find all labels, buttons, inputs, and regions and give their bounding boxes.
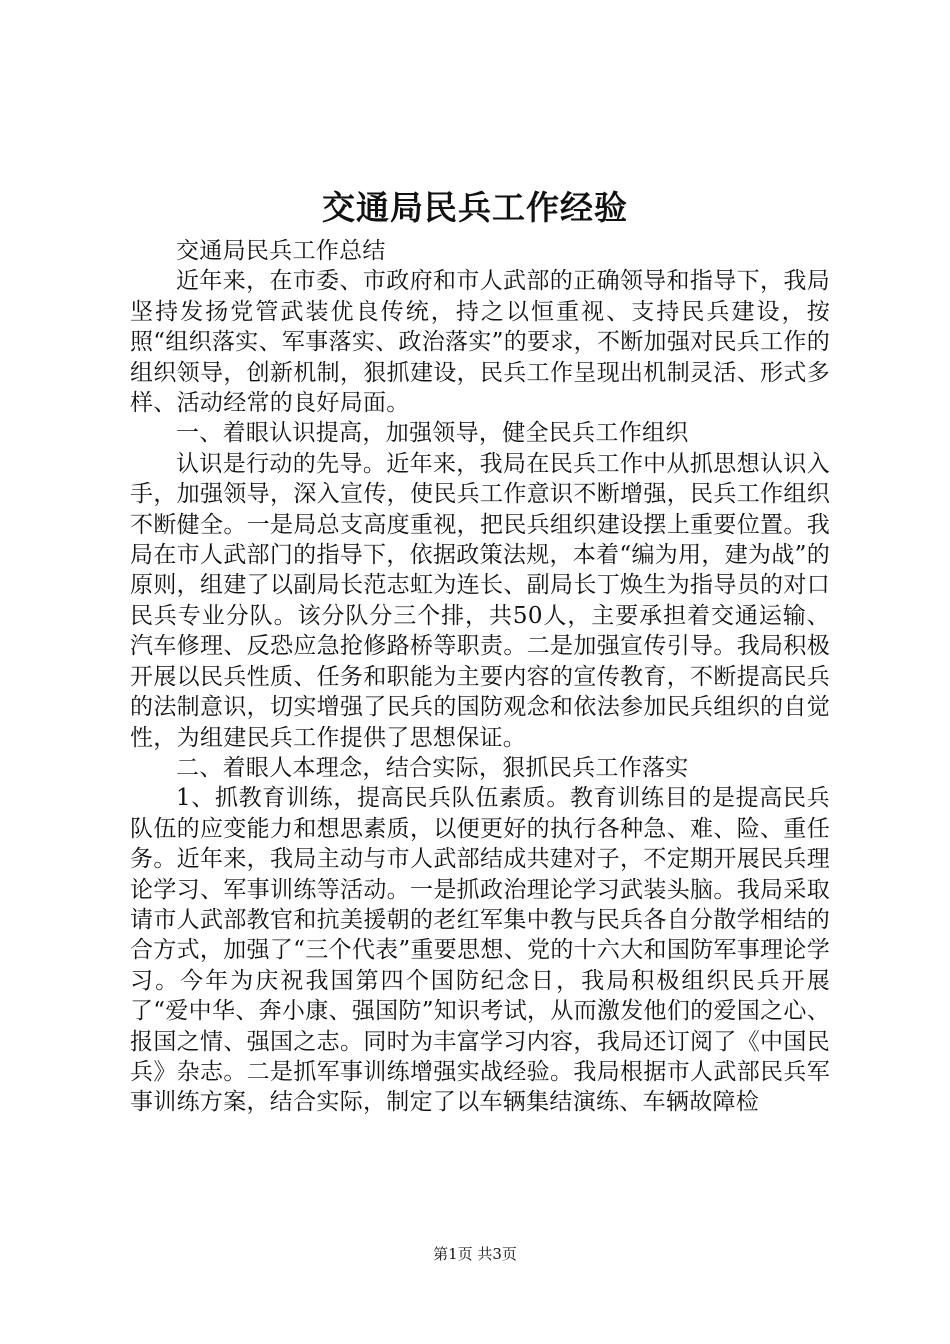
paragraph-intro: 近年来，在市委、市政府和市人武部的正确领导和指导下，我局坚持发扬党管武装优良传统，持之以恒重视、支持民兵建设，按照“组织落实、军事落实、政治落实”的要求，不断加强对民兵工作的组织领导，创新机制，狠抓建设，民兵工作呈现出机制灵活、形式多样、活动经常的良好局面。 <box>130 268 830 417</box>
paragraph-section-1: 认识是行动的先导。近年来，我局在民兵工作中从抓思想认识入手，加强领导，深入宣传，使民兵工作意识不断增强，民兵工作组织不断健全。一是局总支高度重视，把民兵组织建设摆上重要位置。我局在市人武部门的指导下，依据政策法规，本着“编为用，建为战”的原则，组建了以副局长范志虹为连长、副局长丁焕生为指导员的对口民兵专业分队。该分队分三个排，共50人，主要承担着交通运输、汽车修理、反恐应急抢修路桥等职责。二是加强宣传引导。我局积极开展以民兵性质、任务和职能为主要内容的宣传教育，不断提高民兵的法制意识，切实增强了民兵的国防观念和依法参加民兵组织的自觉性，为组建民兵工作提供了思想保证。 <box>130 450 830 751</box>
document-title: 交通局民兵工作经验 <box>322 188 628 227</box>
paragraph-section-2: 1、抓教育训练，提高民兵队伍素质。教育训练目的是提高民兵队伍的应变能力和想思素质，以便更好的执行各种急、难、险、重任务。近年来，我局主动与市人武部结成共建对子，不定期开展民兵理论学习、军事训练等活动。一是抓政治理论学习武装头脑。我局采取请市人武部教官和抗美援朝的老红军集中教与民兵各自分散学相结的合方式，加强了“三个代表”重要思想、党的十六大和国防军事理论学习。今年为庆祝我国第四个国防纪念日，我局积极组织民兵开展了“爱中华、奔小康、强国防”知识考试，从而激发他们的爱国之心、报国之情、强国之志。同时为丰富学习内容，我局还订阅了《中国民兵》杂志。二是抓军事训练增强实战经验。我局根据市人武部民兵军事训练方案，结合实际，制定了以车辆集结演练、车辆故障检 <box>130 785 830 1116</box>
document-body <box>130 236 830 1118</box>
section-heading-1: 一、着眼认识提高，加强领导，健全民兵工作组织 <box>176 420 689 447</box>
paragraph-subtitle: 交通局民兵工作总结 <box>176 238 386 264</box>
page-number-footer: 第1页 共3页 <box>433 1245 517 1263</box>
section-heading-2: 二、着眼人本理念，结合实际，狠抓民兵工作落实 <box>176 754 689 781</box>
